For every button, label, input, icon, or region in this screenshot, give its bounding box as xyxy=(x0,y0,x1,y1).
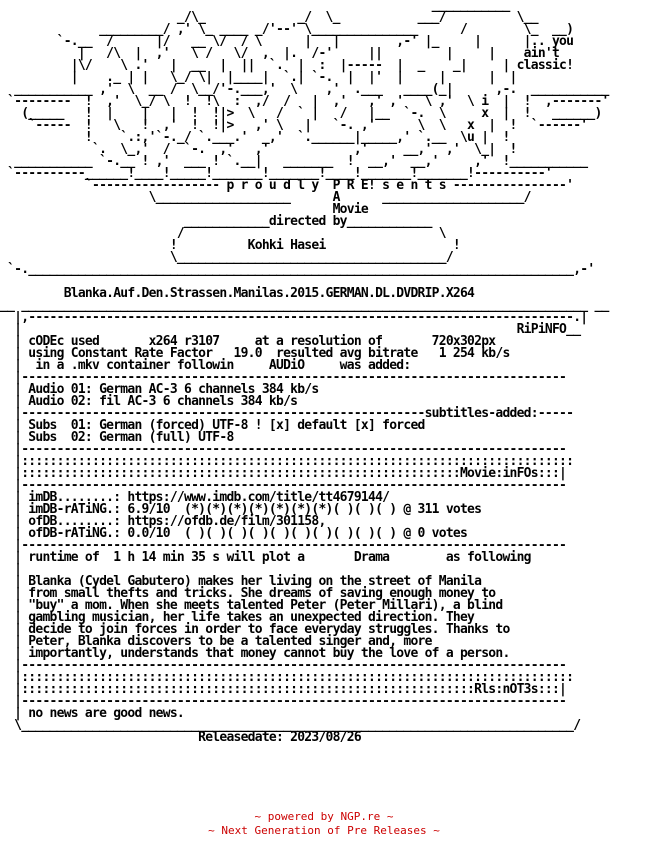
nfo-line: |----------------------------------------------------------------------------- xyxy=(0,658,567,673)
nfo-line: | Audio 02: fil AC-3 6 channels 384 kb/s xyxy=(0,394,298,409)
nfo-line: | no news are good news. xyxy=(0,706,184,721)
nfo-line: | xyxy=(0,562,22,577)
nfo-line: ___________ ,' \ __ / \__/'-.___,' \ ,' .___ ____(_| ,-. ___________ xyxy=(0,82,609,97)
nfo-line: \___________________ A ____________________/ xyxy=(0,190,531,205)
nfo-line: | imDB........: https://www.imdb.com/title/tt4679144/ xyxy=(0,490,390,505)
nfo-line: |:::::::::::::::::::::::::::::::::::::::::::::::::::::::::::::::::::::::::::::: xyxy=(0,454,574,469)
nfo-line: | ofDB........: https://ofdb.de/film/301158, xyxy=(0,514,326,529)
nfo-line: | importantly, understands that money cannot buy the love of a person. xyxy=(0,646,510,661)
nfo-line: | Subs 01: German (forced) UTF-8 ! [x] default [x] forced xyxy=(0,418,425,433)
nfo-line: | in a .mkv container followin AUDiO was added: xyxy=(0,358,411,373)
nfo-line: |----------------------------------------------------------------------------- xyxy=(0,370,567,385)
nfo-line: `. \_,' / `-. ,' ,' ,' __,' ,' \_| ! xyxy=(0,142,517,157)
nfo-line: \______________________________________/ xyxy=(0,250,453,265)
nfo-line: | RiPiNFO__ xyxy=(0,322,581,337)
nfo-line: | /\ | ,' \ / \/ , |. /-' || | | ain't xyxy=(0,46,560,61)
nfo-line: | runtime of 1 h 14 min 35 s will plot a Drama as following xyxy=(0,550,531,565)
footer-tagline: ~ Next Generation of Pre Releases ~ xyxy=(208,824,440,837)
nfo-line: | Subs 02: German (full) UTF-8 xyxy=(0,430,234,445)
nfo-line: |----------------------------------------------------------------------------- xyxy=(0,478,567,493)
footer xyxy=(0,810,648,838)
nfo-line: | "buy" a mom. When she meets talented Peter (Peter Millari), a blind xyxy=(0,598,503,613)
nfo-line: | Audio 01: German AC-3 6 channels 384 kb/s xyxy=(0,382,319,397)
nfo-line: |----------------------------------------------------------------------------- xyxy=(0,538,567,553)
nfo-line: `----------______!____!_____!_______!_______!____!_______!_______!----------' xyxy=(0,166,560,181)
nfo-line: | gambling musician, her life takes an unexpected direction. They xyxy=(0,610,475,625)
nfo-line: `----- ! \ ! ,' ! !|> ,' \ | `-. ,' \ \ x | ! `------' xyxy=(0,118,595,133)
nfo-line: _/\_ _/ \_ ___/ \__ xyxy=(0,10,574,25)
nfo-line: | cODEc used x264 r3107 at a resolution of 720x302px xyxy=(0,334,496,349)
footer-powered-by: ~ powered by NGP.re ~ xyxy=(254,810,394,823)
nfo-line: `-------- ! ,' \_/ \ ! !\ : ,/ / | ,' ,' ,' \ ,' \ i | ! ,-------' xyxy=(0,94,616,109)
nfo-line: `-.__ / |/ __ \/ / \ | | ,-' |_ | |.. you xyxy=(0,34,574,49)
nfo-line: |,-----------------------------------------------------------------------------.| xyxy=(0,310,588,325)
nfo-line: | Peter, Blanka discovers to be a talented singer and, more xyxy=(0,634,432,649)
nfo-line: |----------------------------------------------------------------------------- xyxy=(0,442,567,457)
nfo-line: Releasedate: 2023/08/26 xyxy=(0,730,361,744)
nfo-line: Blanka.Auf.Den.Strassen.Manilas.2015.GERMAN.DL.DVDRIP.X264 xyxy=(0,286,475,301)
nfo-line: |\/ \ .' | __ | || `. | : |----- | _ _| | classic! xyxy=(0,58,574,73)
nfo-line: | ofDB-rATiNG.: 0.0/10 ( )( )( )( )( )( )( )( )( )( ) @ 0 votes xyxy=(0,526,468,541)
nfo-line: ___________ xyxy=(0,0,517,13)
nfo-line: |::::::::::::::::::::::::::::::::::::::::::::::::::::::::::::::Movie:inFOs:::| xyxy=(0,466,567,481)
nfo-line: / \ xyxy=(0,226,446,241)
nfo-line: |:::::::::::::::::::::::::::::::::::::::::::::::::::::::::::::::::::::::::::::: xyxy=(0,670,574,685)
nfo-line: |----------------------------------------------------------------------------- xyxy=(0,694,567,709)
nfo-line: ! Kohki Hasei ! xyxy=(0,238,460,253)
nfo-line: | Blanka (Cydel Gabutero) makes her living on the street of Manila xyxy=(0,574,482,589)
nfo-line: `------------------ p r o u d l y P R E! s e n t s ----------------' xyxy=(0,178,574,193)
nfo-line: Movie xyxy=(0,202,368,217)
nfo-line: _________/ ,' \_ ____ _/'--' \_______________ / \_ __) xyxy=(0,22,574,37)
nfo-line: ! `.:,'`-._/ `.___.' _,' `.______|_____,' `.__ \u | ! xyxy=(0,130,510,145)
nfo-line: (_____ ! | | | ! !|> \ / ` | / |__ `-. \ x | ! ______) xyxy=(0,106,609,121)
nfo-line: ____________directed by____________ xyxy=(0,214,432,229)
nfo-line: | imDB-rATiNG.: 6.9/10 (*)(*)(*)(*)(*)(*)(*)( )( )( ) @ 311 votes xyxy=(0,502,482,517)
nfo-line: __ ________________________________________________________________________________ __ xyxy=(0,298,609,313)
nfo-line: |::::::::::::::::::::::::::::::::::::::::::::::::::::::::::::::::Rls:nOT3s:::| xyxy=(0,682,567,697)
nfo-line: | from small thefts and tricks. She dreams of saving enough money to xyxy=(0,586,496,601)
nfo-line: ___________ `-.__ ! ,' ___ ! `.__| _______ ! __,' __,' ,' !___________ xyxy=(0,154,588,169)
nfo-line: | using Constant Rate Factor 19.0 resulted avg bitrate 1 254 kb/s xyxy=(0,346,510,361)
nfo-line: `-._____________________________________________________________________________,-' xyxy=(0,262,595,277)
nfo-line: |---------------------------------------------------------subtitles-added:----- xyxy=(0,406,574,421)
nfo-line: | decide to join forces in order to face everyday struggles. Thanks to xyxy=(0,622,510,637)
nfo-line: | ._ | | \_/ \| |____| `.| `-. | |' | | | | xyxy=(0,70,517,85)
nfo-line: \______________________________________________________________________________/ xyxy=(0,718,581,733)
